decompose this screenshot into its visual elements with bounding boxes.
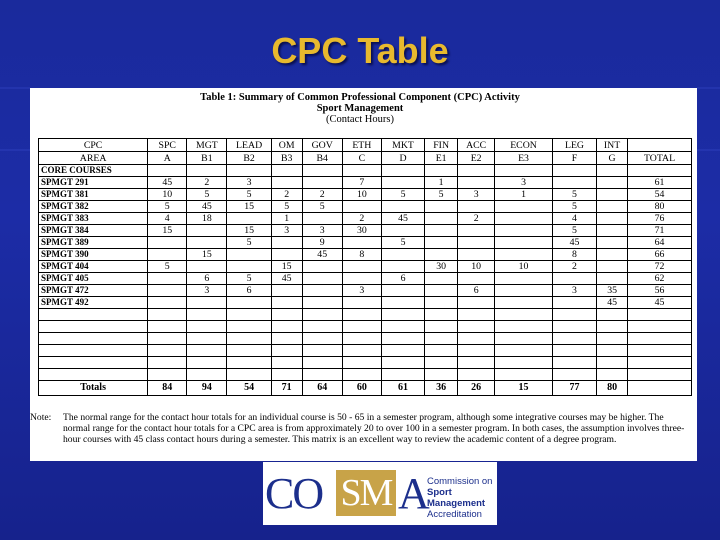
table-cell: 3	[495, 177, 553, 189]
table-cell	[425, 237, 458, 249]
table-cell: 10	[495, 261, 553, 273]
table-cell: 3	[302, 225, 342, 237]
table-cell	[425, 297, 458, 309]
table-cell	[271, 237, 302, 249]
table-cell	[271, 285, 302, 297]
table-cell: 10	[148, 189, 187, 201]
column-header: ETH	[342, 139, 381, 152]
table-cell: 45	[381, 213, 424, 225]
table-cell: 30	[425, 261, 458, 273]
column-header: G	[597, 152, 628, 165]
column-header: E2	[458, 152, 495, 165]
table-cell: 45	[148, 177, 187, 189]
table-cell	[342, 273, 381, 285]
column-header: B4	[302, 152, 342, 165]
table-cell: 10	[342, 189, 381, 201]
table-cell	[495, 297, 553, 309]
table-cell	[302, 213, 342, 225]
table-cell	[381, 225, 424, 237]
column-header: B2	[227, 152, 271, 165]
table-cell: 54	[628, 189, 692, 201]
table-cell: 10	[458, 261, 495, 273]
table-cell	[425, 213, 458, 225]
course-name: SPMGT 383	[39, 213, 148, 225]
column-header: ACC	[458, 139, 495, 152]
table-cell	[425, 225, 458, 237]
table-cell: 5	[552, 189, 596, 201]
note-text: The normal range for the contact hour totals for an individual course is 50 - 65 in a semester program, although some integrative courses may be higher. The normal range for the contact hour totals for a CPC area is from approximately 20 to over 100 in a semester program. In both cases, the assumption involves three-hour courses with 45 class contact hours during a semester. This matrix is an excellent way to review the academic content of a degree program.	[63, 412, 685, 445]
table-cell: 3	[227, 177, 271, 189]
table-cell	[271, 177, 302, 189]
column-header: GOV	[302, 139, 342, 152]
column-header: B1	[187, 152, 227, 165]
table-cell	[381, 177, 424, 189]
table-cell: 45	[552, 237, 596, 249]
table-cell	[552, 177, 596, 189]
table-cell: 56	[628, 285, 692, 297]
table-cell	[552, 297, 596, 309]
course-name: SPMGT 472	[39, 285, 148, 297]
table-cell: 1	[495, 189, 553, 201]
table-cell	[495, 201, 553, 213]
column-header: ECON	[495, 139, 553, 152]
course-name: SPMGT 492	[39, 297, 148, 309]
column-header: OM	[271, 139, 302, 152]
table-cell	[148, 273, 187, 285]
table-cell	[597, 237, 628, 249]
total-cell: 15	[495, 381, 553, 396]
total-cell: 64	[302, 381, 342, 396]
table-cell: 80	[628, 201, 692, 213]
table-cell: 5	[148, 201, 187, 213]
table-cell: 5	[271, 201, 302, 213]
table-cell	[187, 225, 227, 237]
table-cell	[342, 297, 381, 309]
table-cell	[458, 225, 495, 237]
table-cell	[227, 297, 271, 309]
table-cell: 5	[381, 189, 424, 201]
table-cell	[458, 177, 495, 189]
table-cell	[271, 249, 302, 261]
table-cell	[381, 285, 424, 297]
table-cell	[342, 237, 381, 249]
logo-co: CO	[265, 469, 323, 518]
logo-org-line-1: Commission on	[427, 476, 493, 487]
table-cell: 8	[342, 249, 381, 261]
table-row	[39, 297, 692, 309]
column-header: F	[552, 152, 596, 165]
table-row	[39, 285, 692, 297]
table-cell: 1	[271, 213, 302, 225]
empty-row	[39, 333, 692, 345]
table-cell: 2	[458, 213, 495, 225]
table-cell	[597, 273, 628, 285]
column-header: B3	[271, 152, 302, 165]
slide-title: CPC Table	[271, 30, 449, 71]
table-cell	[597, 177, 628, 189]
column-header: CPC	[39, 139, 148, 152]
table-cell: 72	[628, 261, 692, 273]
header-row-top	[39, 139, 692, 152]
table-cell: 6	[458, 285, 495, 297]
course-name: SPMGT 382	[39, 201, 148, 213]
course-name: SPMGT 384	[39, 225, 148, 237]
table-cell	[227, 261, 271, 273]
logo-org-line-3: Accreditation	[427, 509, 482, 520]
table-cell	[342, 201, 381, 213]
table-cell	[425, 285, 458, 297]
table-cell: 6	[187, 273, 227, 285]
table-cell: 2	[552, 261, 596, 273]
logo-a: A	[398, 469, 430, 518]
totals-row	[39, 381, 692, 396]
table-caption-line-1: Table 1: Summary of Common Professional Component (CPC) Activity	[200, 92, 520, 103]
column-header: D	[381, 152, 424, 165]
section-row	[39, 165, 692, 177]
table-caption-line-3: (Contact Hours)	[326, 114, 394, 125]
course-name: SPMGT 404	[39, 261, 148, 273]
table-cell	[425, 201, 458, 213]
table-row	[39, 177, 692, 189]
course-name: SPMGT 381	[39, 189, 148, 201]
column-header: E3	[495, 152, 553, 165]
table-cell	[425, 273, 458, 285]
total-cell: 84	[148, 381, 187, 396]
total-cell: 60	[342, 381, 381, 396]
table-cell	[597, 225, 628, 237]
total-cell: 54	[227, 381, 271, 396]
table-cell: 15	[187, 249, 227, 261]
logo-sm: SM	[336, 470, 396, 516]
table-cell: 15	[271, 261, 302, 273]
table-cell: 45	[187, 201, 227, 213]
table-row	[39, 213, 692, 225]
cpc-table-sheet	[30, 88, 697, 461]
table-cell	[227, 213, 271, 225]
table-cell: 66	[628, 249, 692, 261]
table-cell	[187, 237, 227, 249]
table-cell	[148, 237, 187, 249]
table-cell: 3	[342, 285, 381, 297]
table-cell: 2	[302, 189, 342, 201]
column-header: A	[148, 152, 187, 165]
total-cell	[628, 381, 692, 396]
table-cell: 5	[148, 261, 187, 273]
table-cell: 45	[271, 273, 302, 285]
total-cell: 80	[597, 381, 628, 396]
table-cell: 45	[628, 297, 692, 309]
table-cell: 35	[597, 285, 628, 297]
total-cell: 94	[187, 381, 227, 396]
table-cell: 5	[552, 201, 596, 213]
table-cell	[495, 249, 553, 261]
table-cell	[552, 273, 596, 285]
table-cell: 5	[302, 201, 342, 213]
table-cell	[458, 201, 495, 213]
table-cell	[148, 297, 187, 309]
table-cell	[271, 297, 302, 309]
table-row	[39, 225, 692, 237]
table-cell	[495, 237, 553, 249]
table-cell	[597, 249, 628, 261]
column-header: MGT	[187, 139, 227, 152]
table-cell	[302, 273, 342, 285]
empty-row	[39, 321, 692, 333]
totals-label: Totals	[39, 381, 148, 396]
table-cell: 1	[425, 177, 458, 189]
table-cell: 8	[552, 249, 596, 261]
header-row-bottom	[39, 152, 692, 165]
column-header: FIN	[425, 139, 458, 152]
table-cell: 15	[148, 225, 187, 237]
table-cell: 2	[187, 177, 227, 189]
table-row	[39, 237, 692, 249]
table-row	[39, 201, 692, 213]
table-cell	[187, 297, 227, 309]
column-header: LEAD	[227, 139, 271, 152]
table-cell	[148, 285, 187, 297]
table-cell: 45	[302, 249, 342, 261]
table-cell	[495, 285, 553, 297]
logo-organization-name	[427, 476, 497, 520]
column-header	[628, 139, 692, 152]
table-cell	[597, 201, 628, 213]
column-header: INT	[597, 139, 628, 152]
table-cell: 2	[342, 213, 381, 225]
table-cell	[458, 273, 495, 285]
total-cell: 61	[381, 381, 424, 396]
course-name: SPMGT 389	[39, 237, 148, 249]
column-header: LEG	[552, 139, 596, 152]
table-cell: 2	[271, 189, 302, 201]
table-cell: 61	[628, 177, 692, 189]
note-label: Note:	[30, 412, 52, 423]
empty-row	[39, 309, 692, 321]
table-cell: 15	[227, 225, 271, 237]
table-cell: 15	[227, 201, 271, 213]
course-name: SPMGT 291	[39, 177, 148, 189]
table-cell	[381, 261, 424, 273]
table-cell: 5	[381, 237, 424, 249]
table-cell: 3	[271, 225, 302, 237]
table-cell: 6	[381, 273, 424, 285]
empty-row	[39, 357, 692, 369]
table-cell	[381, 201, 424, 213]
table-cell	[302, 261, 342, 273]
table-cell: 7	[342, 177, 381, 189]
total-cell: 77	[552, 381, 596, 396]
table-row	[39, 273, 692, 285]
table-cell: 9	[302, 237, 342, 249]
table-cell	[458, 297, 495, 309]
total-cell: 36	[425, 381, 458, 396]
cpc-activity-table	[38, 138, 692, 396]
table-cell: 6	[227, 285, 271, 297]
table-cell	[381, 297, 424, 309]
table-cell	[597, 261, 628, 273]
table-cell: 5	[227, 237, 271, 249]
table-cell: 76	[628, 213, 692, 225]
table-cell: 4	[148, 213, 187, 225]
column-header: SPC	[148, 139, 187, 152]
table-cell	[495, 225, 553, 237]
table-cell: 5	[552, 225, 596, 237]
table-caption-line-2: Sport Management	[316, 103, 404, 114]
section-label: CORE COURSES	[39, 165, 148, 177]
table-cell: 3	[552, 285, 596, 297]
total-cell: 26	[458, 381, 495, 396]
course-name: SPMGT 390	[39, 249, 148, 261]
table-cell	[148, 249, 187, 261]
table-cell: 3	[458, 189, 495, 201]
table-cell: 5	[227, 273, 271, 285]
table-cell: 18	[187, 213, 227, 225]
column-header: E1	[425, 152, 458, 165]
table-cell	[302, 297, 342, 309]
column-header: C	[342, 152, 381, 165]
table-cell: 5	[425, 189, 458, 201]
table-cell	[302, 177, 342, 189]
table-cell: 71	[628, 225, 692, 237]
table-cell	[458, 237, 495, 249]
course-name: SPMGT 405	[39, 273, 148, 285]
column-header: TOTAL	[628, 152, 692, 165]
cosma-logo	[263, 462, 497, 525]
column-header: MKT	[381, 139, 424, 152]
empty-row	[39, 345, 692, 357]
table-caption	[150, 92, 570, 125]
table-cell	[495, 213, 553, 225]
table-row	[39, 189, 692, 201]
table-cell	[342, 261, 381, 273]
table-cell: 3	[187, 285, 227, 297]
table-cell	[425, 249, 458, 261]
table-row	[39, 249, 692, 261]
column-header: AREA	[39, 152, 148, 165]
table-cell	[302, 285, 342, 297]
table-cell	[458, 249, 495, 261]
table-cell	[597, 213, 628, 225]
table-cell	[495, 273, 553, 285]
table-cell	[227, 249, 271, 261]
total-cell: 71	[271, 381, 302, 396]
table-cell: 5	[227, 189, 271, 201]
table-cell: 30	[342, 225, 381, 237]
table-cell: 5	[187, 189, 227, 201]
empty-row	[39, 369, 692, 381]
table-cell: 64	[628, 237, 692, 249]
logo-org-line-2: Sport Management	[427, 487, 486, 509]
table-cell	[381, 249, 424, 261]
table-cell: 45	[597, 297, 628, 309]
table-cell: 4	[552, 213, 596, 225]
table-cell: 62	[628, 273, 692, 285]
table-cell	[187, 261, 227, 273]
table-cell	[597, 189, 628, 201]
table-row	[39, 261, 692, 273]
